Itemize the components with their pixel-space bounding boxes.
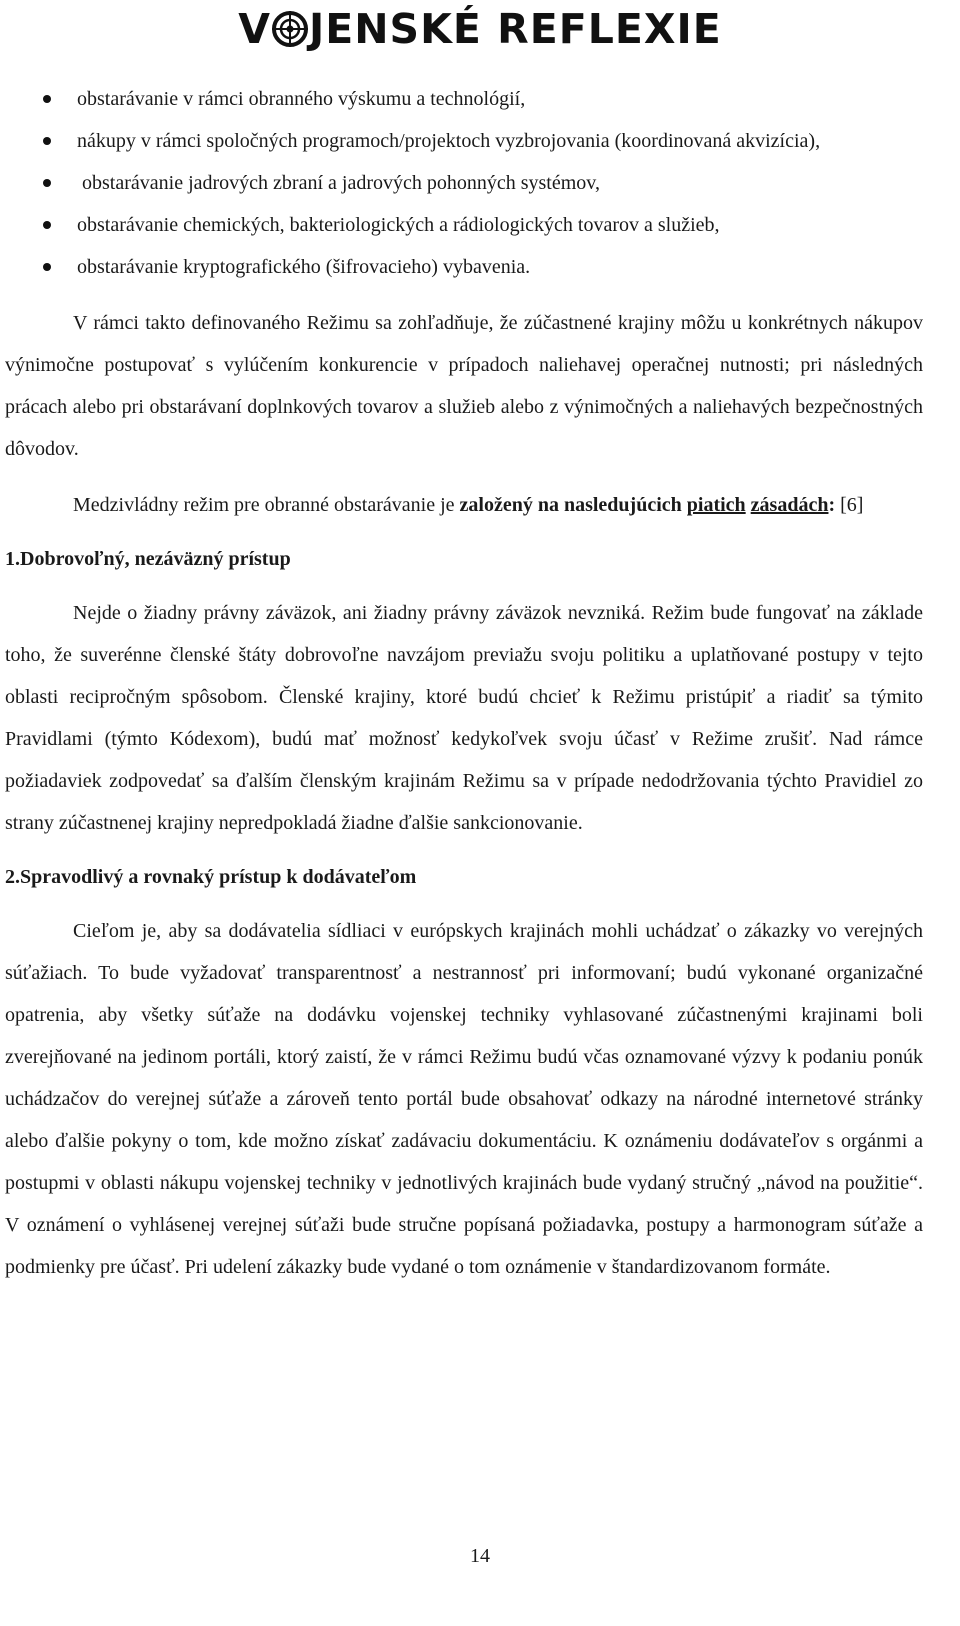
crosshair-icon	[272, 11, 308, 47]
list-item	[5, 204, 923, 246]
logo-text-right: JENSKÉ REFLEXIE	[308, 4, 722, 53]
page-content	[5, 78, 923, 1288]
principles-colon: :	[828, 494, 836, 516]
principles-prefix: Medzivládny režim pre obranné obstarávanie je	[73, 494, 460, 516]
principles-underlined-1: piatich	[686, 494, 746, 516]
bullet-icon	[43, 137, 51, 145]
section-2-heading: 2.Spravodlivý a rovnaký prístup k dodávateľom	[5, 866, 417, 888]
list-item	[5, 162, 923, 204]
principles-citation: [6]	[835, 494, 864, 516]
list-item-text: nákupy v rámci spoločných programoch/projektoch vyzbrojovania (koordinovaná akvizícia),	[77, 130, 821, 152]
header-logo	[0, 4, 960, 54]
section-1-heading: 1.Dobrovoľný, nezáväzný prístup	[5, 548, 291, 570]
logo-text-left: V	[238, 4, 271, 53]
paragraph-regime: V rámci takto definovaného Režimu sa zohľadňuje, že zúčastnené krajiny môžu u konkrétnych nákupov výnimočne postupovať s vylúčením konkurencie v prípadoch naliehavej operačnej nutnosti; pri následných prácach alebo pri obstarávaní doplnkových tovarov a služieb alebo z výnimočných a naliehavých bezpečnostných dôvodov.	[5, 312, 923, 460]
list-item-text: obstarávanie chemických, bakteriologických a rádiologických tovarov a služieb,	[77, 214, 720, 236]
paragraph-principles	[5, 484, 923, 526]
list-item	[5, 246, 923, 288]
page-number: 14	[470, 1545, 490, 1567]
procurement-exceptions-list	[5, 78, 923, 288]
list-item	[5, 120, 923, 162]
list-item	[5, 78, 923, 120]
bullet-icon	[43, 263, 51, 271]
section-1-text: Nejde o žiadny právny záväzok, ani žiadny právny záväzok nevzniká. Režim bude fungovať na základe toho, že suverénne členské štáty dobrovoľne navzájom previažu svoju politiku a uplatňované postupy v tejto oblasti recipročným spôsobom. Členské krajiny, ktoré budú chcieť k Režimu pristúpiť a riadiť sa týmito Pravidlami (týmto Kódexom), budú mať možnosť kedykoľvek svoju účasť v Režime zrušiť. Nad rámce požiadaviek zodpovedať sa ďalším členským krajinám Režimu sa v prípade nedodržovania týchto Pravidiel zo strany zúčastnenej krajiny nepredpokladá žiadne ďalšie sankcionovanie.	[5, 602, 923, 834]
bullet-icon	[43, 221, 51, 229]
bullet-icon	[43, 179, 51, 187]
principles-bold: založený na nasledujúcich	[459, 494, 687, 516]
list-item-text: obstarávanie v rámci obranného výskumu a technológií,	[77, 88, 526, 110]
list-item-text: obstarávanie jadrových zbraní a jadrových pohonných systémov,	[82, 172, 600, 194]
principles-underlined-2: zásadách	[750, 494, 829, 516]
list-item-text: obstarávanie kryptografického (šifrovacieho) vybavenia.	[77, 256, 531, 278]
section-2-text: Cieľom je, aby sa dodávatelia sídliaci v európskych krajinách mohli uchádzať o zákazky vo verejných súťažiach. To bude vyžadovať transparentnosť a nestrannosť pri informovaní; budú vykonané organizačné opatrenia, aby všetky súťaže na dodávku vojenskej techniky vyhlasované zúčastnenými krajinami boli zverejňované na jedinom portáli, ktorý zaistí, že v rámci Režimu budú včas oznamované výzvy k podaniu ponúk uchádzačov do verejnej súťaže a zároveň tento portál bude obsahovať odkazy na národné internetové stránky alebo ďalšie pokyny o tom, kde možno získať zadávaciu dokumentáciu. K oznámeniu dodávateľov s orgánmi a postupmi v oblasti nákupu vojenskej techniky v jednotlivých krajinách bude vydaný stručný „návod na použitie“. V oznámení o vyhlásenej verejnej súťaži bude stručne popísaná požiadavka, postupy a harmonogram súťaže a podmienky pre účasť. Pri udelení zákazky bude vydané o tom oznámenie v štandardizovanom formáte.	[5, 920, 923, 1278]
bullet-icon	[43, 95, 51, 103]
